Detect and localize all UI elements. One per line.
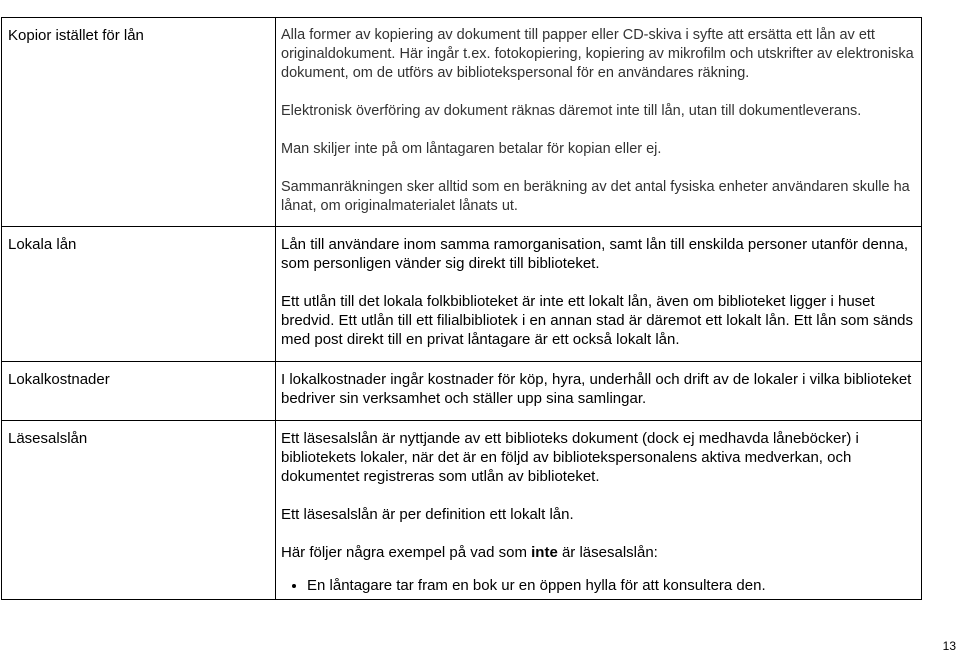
definition-cell	[276, 227, 922, 362]
table-row	[2, 421, 922, 600]
definitions-table	[1, 17, 922, 600]
term-cell	[2, 421, 276, 600]
table-row	[2, 362, 922, 421]
definition-paragraph: Sammanräkningen sker alltid som en beräkning av det antal fysiska enheter användaren skulle ha lånat, om originalmaterialet lånats ut.	[281, 179, 910, 214]
definition-paragraph: Ett utlån till det lokala folkbiblioteket är inte ett lokalt lån, även om biblioteket ligger i huset bredvid. Ett utlån till ett filialbibliotek i en annan stad är däremot ett lokalt lån. Ett lån som sänds med post direkt till en privat låntagare är ett också lokalt lån.	[281, 293, 914, 348]
definition-cell	[276, 421, 922, 600]
term-lasesalslan: Läsesalslån	[8, 430, 88, 447]
definition-paragraph: Ett läsesalslån är per definition ett lokalt lån.	[281, 506, 574, 523]
definition-paragraph: Man skiljer inte på om låntagaren betalar för kopian eller ej.	[281, 141, 662, 157]
term-cell	[2, 362, 276, 421]
list-item: • En låntagare tar fram en bok ur en öppen hylla för att konsultera den.	[307, 576, 917, 595]
term-lokalkostnader: Lokalkostnader	[8, 371, 110, 388]
examples-intro-text: Här följer några exempel på vad som	[281, 544, 532, 561]
definition-paragraph: Elektronisk överföring av dokument räknas däremot inte till lån, utan till dokumentleverans.	[281, 103, 862, 119]
definition-paragraph: Lån till användare inom samma ramorganisation, samt lån till enskilda personer utanför denna, som personligen vänder sig direkt till biblioteket.	[281, 236, 909, 272]
definition-paragraph: Ett läsesalslån är nyttjande av ett biblioteks dokument (dock ej medhavda låneböcker) i bibliotekets lokaler, när det är en följd av bibliotekspersonalens aktiva medverkan, och dokumentet registreras som utlån av biblioteket.	[281, 430, 859, 485]
examples-intro-text-end: är läsesalslån:	[557, 544, 658, 561]
page-number: 13	[942, 639, 956, 653]
term-lokala-lan: Lokala lån	[8, 236, 77, 253]
term-cell	[2, 18, 276, 227]
definition-cell	[276, 362, 922, 421]
term-cell	[2, 227, 276, 362]
definition-paragraph: Alla former av kopiering av dokument till papper eller CD-skiva i syfte att ersätta ett lån av ett originaldokument. Här ingår t.ex. fotokopiering, kopiering av mikrofilm och utskrifter av elektroniska dokument, om de utförs av bibliotekspersonal för en användares räkning.	[281, 27, 914, 81]
table-row	[2, 18, 922, 227]
definition-paragraph: I lokalkostnader ingår kostnader för köp, hyra, underhåll och drift av de lokaler i vilka biblioteket bedriver sin verksamhet och ställer upp sina samlingar.	[281, 371, 912, 407]
examples-intro-emphasis: inte	[531, 544, 558, 561]
term-kopior: Kopior istället för lån	[8, 27, 144, 44]
examples-intro	[281, 543, 917, 562]
definition-cell	[276, 18, 922, 227]
examples-list	[281, 576, 917, 595]
table-row	[2, 227, 922, 362]
